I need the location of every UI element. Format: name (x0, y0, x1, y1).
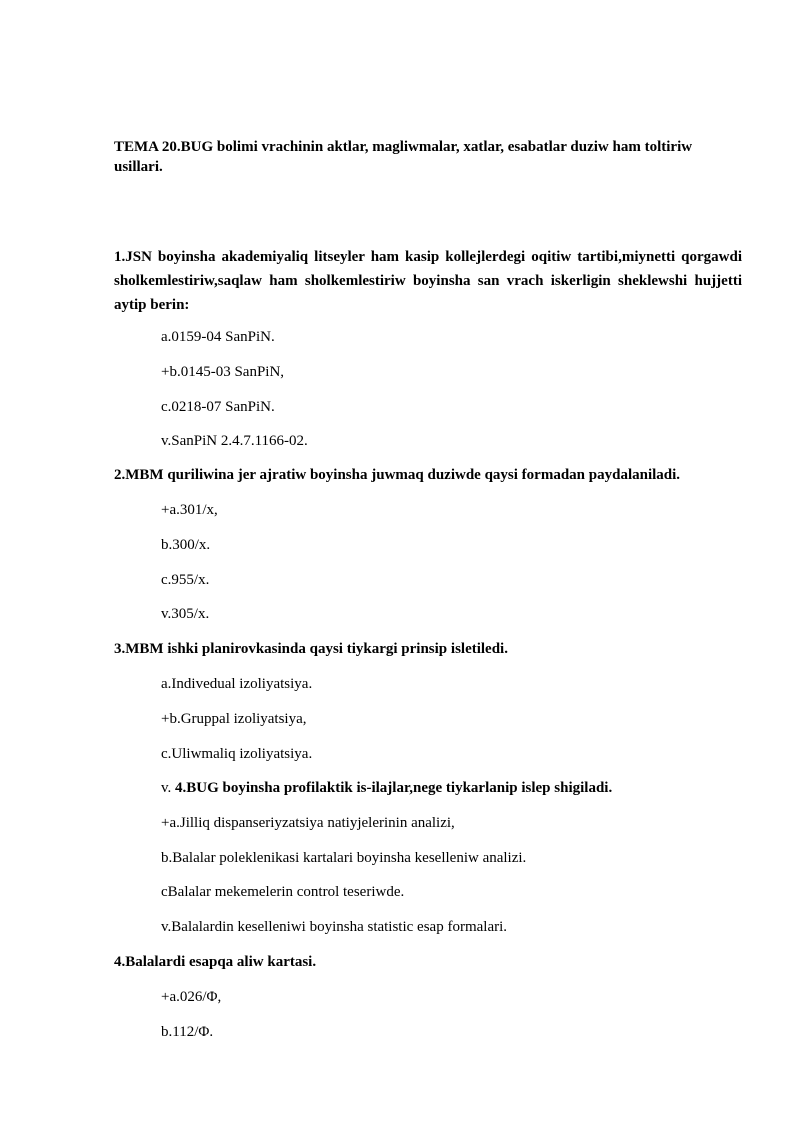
question-4-inline: 4.BUG boyinsha profilaktik is-ilajlar,nege tiykarlanip islep shigiladi. (175, 780, 613, 796)
question-3: 3.MBM ishki planirovkasinda qaysi tiykargi prinsip isletiledi. (114, 641, 508, 657)
question-1-option-a: a.0159-04 SanPiN. (161, 329, 275, 345)
question-2-option-v: v.305/x. (161, 606, 210, 622)
question-3-option-c: c.Uliwmaliq izoliyatsiya. (161, 746, 313, 762)
question-4b-option-a: +a.026/Φ, (161, 989, 222, 1005)
document-title: TEMA 20.BUG bolimi vrachinin aktlar, magliwmalar, xatlar, esabatlar duziw ham toltiriw usillari. (114, 139, 693, 175)
question-4-option-a: +a.Jilliq dispanseriyzatsiya natiyjelerinin analizi, (161, 815, 455, 831)
question-1: 1.JSN boyinsha akademiyaliq litseyler ham kasip kollejlerdegi oqitiw tartibi,miynetti qorgawdi sholkemlestiriw,saqlaw ham sholkemlestiriw boyinsha san vrach iskerligin sheklewshi hujjetti aytip berin: (114, 249, 742, 313)
question-3-option-v-prefix: v. (161, 780, 176, 796)
question-2-option-a: +a.301/x, (161, 502, 218, 518)
question-1-option-v: v.SanPiN 2.4.7.1166-02. (161, 433, 308, 449)
question-3-option-b: +b.Gruppal izoliyatsiya, (161, 711, 307, 727)
question-4-option-v: v.Balalardin keselleniwi boyinsha statistic esap formalari. (161, 919, 508, 935)
question-2: 2.MBM quriliwina jer ajratiw boyinsha juwmaq duziwde qaysi formadan paydalaniladi. (114, 467, 681, 483)
question-4-option-c: cBalalar mekemelerin control teseriwde. (161, 884, 405, 900)
question-1-option-b: +b.0145-03 SanPiN, (161, 364, 285, 380)
question-4-option-b: b.Balalar poleklenikasi kartalari boyinsha keselleniw analizi. (161, 850, 527, 866)
question-1-option-c: c.0218-07 SanPiN. (161, 399, 275, 415)
question-4b: 4.Balalardi esapqa aliw kartasi. (114, 954, 317, 970)
question-2-option-c: c.955/x. (161, 572, 210, 588)
question-3-option-v-with-question-4 (161, 778, 741, 798)
question-2-option-b: b.300/x. (161, 537, 211, 553)
question-4b-option-b: b.112/Φ. (161, 1024, 214, 1040)
question-3-option-a: a.Indivedual izoliyatsiya. (161, 676, 313, 692)
